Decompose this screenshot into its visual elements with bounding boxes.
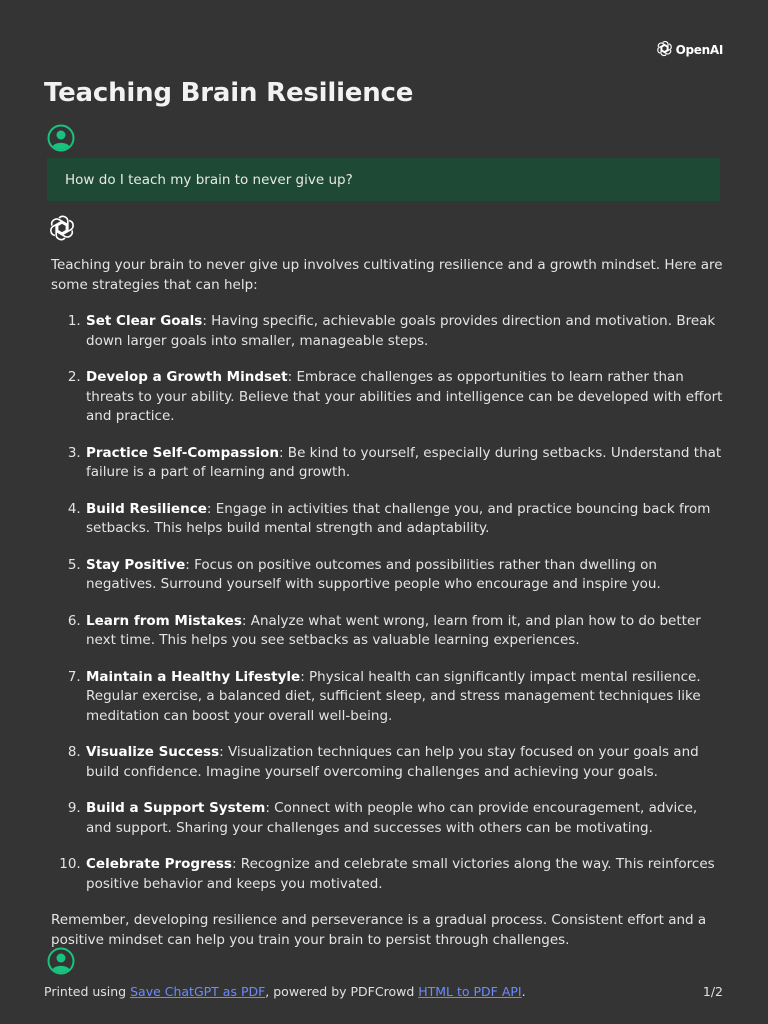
strategy-text: : Visualization techniques can help you stay focused on your goals and build confidence. Imagine yourself overcoming challenges and achieving your goals. <box>86 744 699 780</box>
list-item <box>85 312 723 351</box>
strategy-text: : Engage in activities that challenge you, and practice bouncing back from setbacks. This helps build mental strength and adaptability. <box>86 500 711 536</box>
strategy-list <box>51 312 723 894</box>
strategy-title: Visualize Success <box>86 744 220 760</box>
brand-logo <box>656 40 723 60</box>
list-item <box>85 500 723 539</box>
list-item <box>85 855 723 894</box>
footer-credit <box>44 984 526 999</box>
list-item <box>85 556 723 595</box>
footer-prefix: Printed using <box>44 984 131 999</box>
print-footer <box>44 984 723 999</box>
strategy-text: : Having specific, achievable goals provides direction and motivation. Break down larger goals into smaller, manageable steps. <box>86 313 716 349</box>
assistant-message <box>51 256 723 950</box>
save-chatgpt-pdf-link[interactable]: Save ChatGPT as PDF <box>130 984 266 999</box>
strategy-title: Build Resilience <box>86 500 207 517</box>
strategy-text: : Focus on positive outcomes and possibilities rather than dwelling on negatives. Surround yourself with supportive people who encourage and inspire you. <box>86 556 661 592</box>
list-item <box>85 799 723 838</box>
strategy-text: : Analyze what went wrong, learn from it, and plan how to do better next time. This helps you see setbacks as valuable learning experiences. <box>86 612 701 648</box>
footer-middle: , powered by PDFCrowd <box>265 984 419 999</box>
strategy-text: : Recognize and celebrate small victories along the way. This reinforces positive behavior and keeps you motivated. <box>86 856 715 892</box>
answer-outro: Remember, developing resilience and perseverance is a gradual process. Consistent effort and a positive mindset can help you train your brain to persist through challenges. <box>51 912 707 948</box>
strategy-text: : Be kind to yourself, especially during setbacks. Understand that failure is a part of learning and growth. <box>86 444 722 480</box>
user-avatar-icon <box>47 124 75 152</box>
strategy-title: Set Clear Goals <box>86 313 203 329</box>
list-item <box>85 368 723 427</box>
list-item <box>85 743 723 782</box>
strategy-title: Develop a Growth Mindset <box>86 369 288 385</box>
strategy-text: : Physical health can significantly impact mental resilience. Regular exercise, a balanced diet, sufficient sleep, and stress management techniques like meditation can boost your overall well-being. <box>86 668 701 724</box>
openai-logo-icon <box>656 40 673 60</box>
footer-suffix: . <box>521 984 526 999</box>
page-indicator: 1/2 <box>702 984 723 999</box>
strategy-title: Maintain a Healthy Lifestyle <box>86 668 301 685</box>
openai-logo-icon <box>48 214 76 242</box>
strategy-title: Stay Positive <box>86 556 186 573</box>
list-item <box>85 612 723 651</box>
html-to-pdf-api-link[interactable]: HTML to PDF API <box>418 984 522 999</box>
list-item <box>85 444 723 483</box>
strategy-title: Learn from Mistakes <box>86 612 242 629</box>
strategy-title: Build a Support System <box>86 800 266 816</box>
brand-name: OpenAI <box>675 43 723 57</box>
user-avatar-icon <box>47 947 75 975</box>
user-message <box>47 158 720 201</box>
user-message-text: How do I teach my brain to never give up? <box>65 171 353 188</box>
page-title: Teaching Brain Resilience <box>44 78 414 108</box>
strategy-text: : Connect with people who can provide encouragement, advice, and support. Sharing your challenges and successes with others can be motivating. <box>86 800 698 836</box>
strategy-title: Celebrate Progress <box>86 856 232 872</box>
answer-intro: Teaching your brain to never give up involves cultivating resilience and a growth mindset. Here are some strategies that can help: <box>51 257 723 293</box>
strategy-text: : Embrace challenges as opportunities to learn rather than threats to your ability. Believe that your abilities and intelligence can be developed with effort and practice. <box>86 369 723 424</box>
strategy-title: Practice Self-Compassion <box>86 444 279 461</box>
list-item <box>85 668 723 727</box>
